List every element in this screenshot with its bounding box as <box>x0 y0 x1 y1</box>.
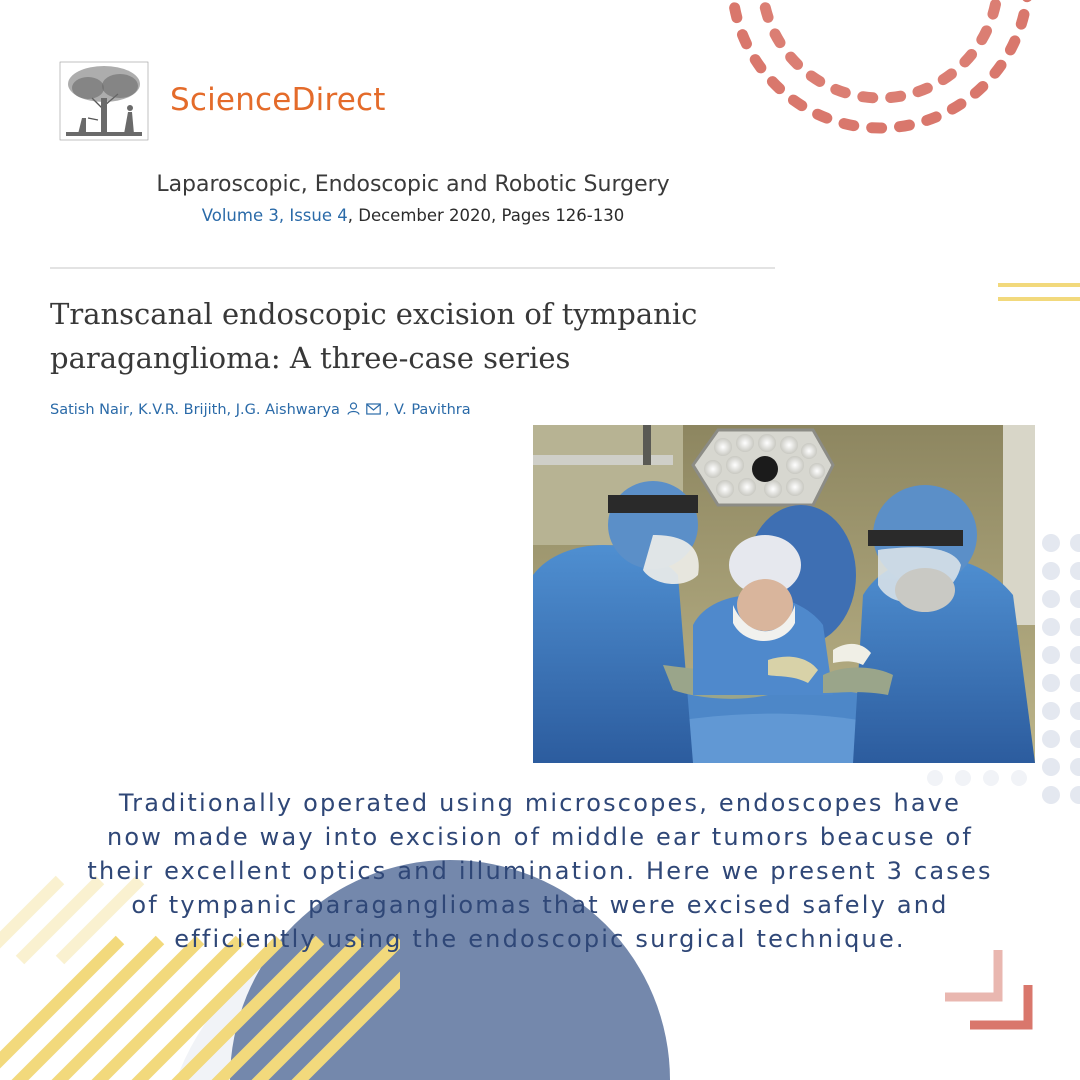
caption-line: of tympanic paragangliomas that were excised safely and <box>131 891 949 919</box>
corner-brackets-decoration <box>940 945 1040 1040</box>
caption-line: now made way into excision of middle ear tumors beacuse of <box>106 823 974 851</box>
citation-details: , December 2020, Pages 126-130 <box>347 206 625 225</box>
mail-icon[interactable] <box>366 403 385 418</box>
volume-issue-link[interactable]: Volume 3, Issue 4 <box>201 206 348 225</box>
caption-line: efficiently using the endoscopic surgical technique. <box>174 925 906 953</box>
article-title <box>50 292 770 380</box>
yellow-lines-decoration <box>998 280 1080 306</box>
person-icon[interactable] <box>347 403 364 418</box>
sciencedirect-brand[interactable]: ScienceDirect <box>170 82 386 118</box>
author-names[interactable]: Satish Nair, K.V.R. Brijith, J.G. Aishwarya <box>50 402 340 418</box>
dashed-rings-decoration <box>690 0 1080 200</box>
surgery-photo <box>533 425 1035 763</box>
caption-line: Traditionally operated using microscopes, endoscopes have <box>118 789 962 817</box>
author-last[interactable]: , V. Pavithra <box>384 402 471 418</box>
caption-line: their excellent optics and illumination. Here we present 3 cases <box>87 857 993 885</box>
journal-name[interactable]: Laparoscopic, Endoscopic and Robotic Surgery <box>156 172 670 197</box>
citation <box>0 206 826 225</box>
article-title-line: paraganglioma: A three-case series <box>50 341 571 375</box>
divider <box>50 267 775 269</box>
elsevier-tree-icon <box>58 60 150 142</box>
description-caption <box>40 786 1040 956</box>
author-list <box>50 402 471 418</box>
dot-grid-decoration <box>1038 530 1080 820</box>
article-title-line: Transcanal endoscopic excision of tympanic <box>50 297 698 331</box>
